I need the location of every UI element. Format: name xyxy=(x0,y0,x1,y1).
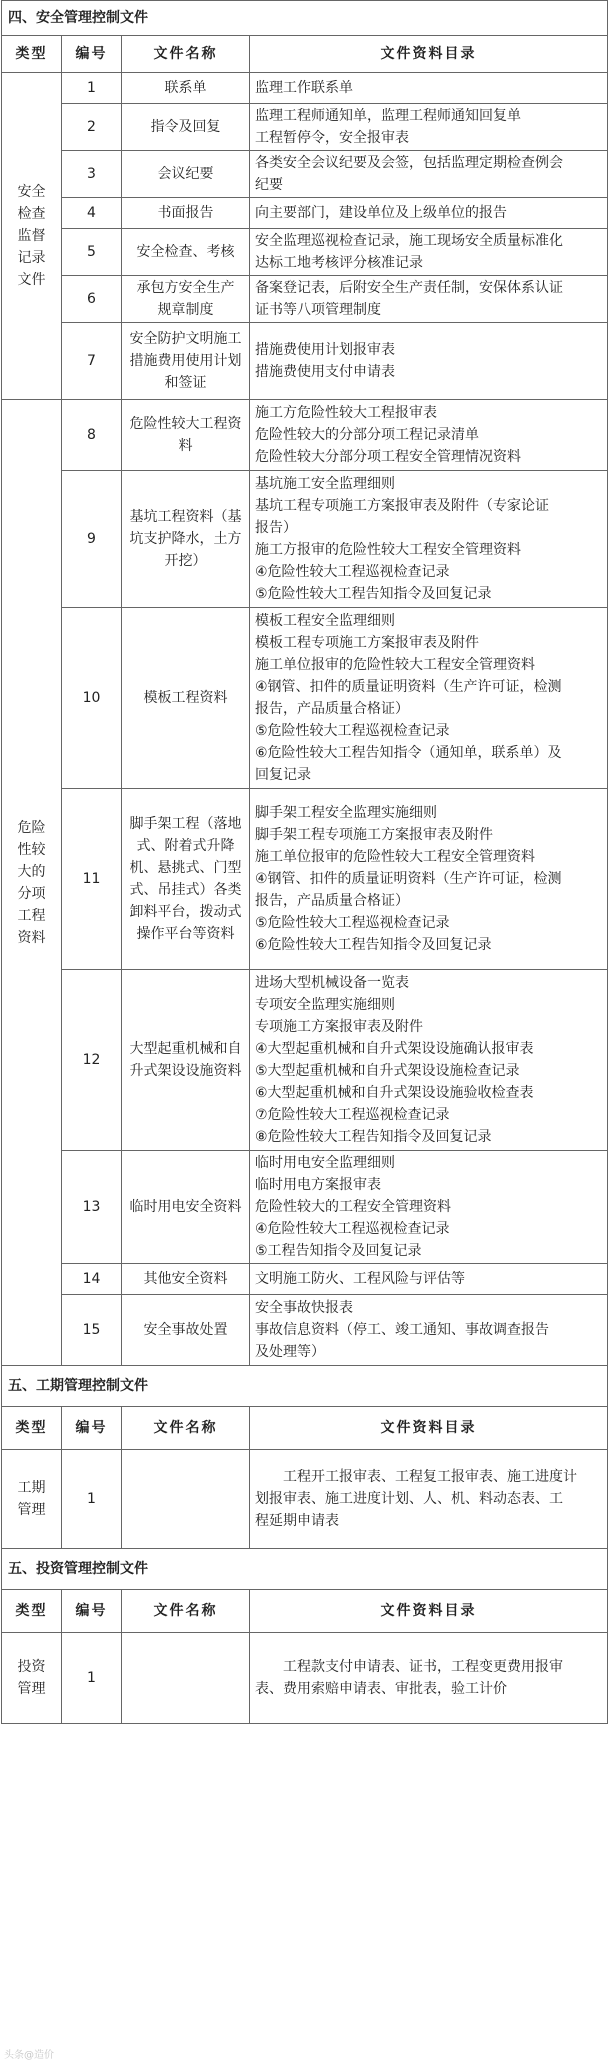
file-catalog-line: ④危险性较大工程巡视检查记录 xyxy=(255,1221,450,1237)
table-row xyxy=(2,229,608,276)
file-catalog xyxy=(250,151,608,198)
file-catalog xyxy=(250,789,608,970)
file-catalog-line: 临时用电安全监理细则 xyxy=(255,1155,395,1171)
file-catalog-line: ⑤危险性较大工程巡视检查记录 xyxy=(255,723,450,739)
category-schedule-line: 管理 xyxy=(17,1502,46,1518)
table-header-row xyxy=(2,36,608,73)
file-catalog-line: 专项施工方案报审表及附件 xyxy=(255,1019,423,1035)
file-catalog-line: 证书等八项管理制度 xyxy=(255,302,381,318)
table-row xyxy=(2,1264,608,1295)
file-name xyxy=(122,471,250,608)
file-name-line: 脚手架工程（落地 xyxy=(129,816,242,832)
category-dangerous-works-line: 危险 xyxy=(17,819,46,836)
file-name-line: 操作平台等资料 xyxy=(136,926,235,942)
row-number: 8 xyxy=(62,400,122,471)
file-name-line: 安全防护文明施工 xyxy=(129,331,242,347)
column-header-name: 文件名称 xyxy=(122,36,250,73)
file-catalog-line: ⑧危险性较大工程告知指令及回复记录 xyxy=(255,1129,492,1145)
file-name xyxy=(122,1264,250,1295)
file-catalog-line: 危险性较大的工程安全管理资料 xyxy=(255,1199,451,1215)
file-catalog-line: 纪要 xyxy=(255,177,283,193)
file-name xyxy=(122,1295,250,1366)
file-name-line: 坑支护降水，土方 xyxy=(129,531,242,547)
file-catalog-line: 临时用电方案报审表 xyxy=(255,1177,381,1193)
row-number: 6 xyxy=(62,276,122,323)
file-catalog xyxy=(250,1633,608,1724)
file-catalog-line: ⑥大型起重机械和自升式架设设施验收检查表 xyxy=(255,1085,534,1101)
category-safety-inspection-line: 记录 xyxy=(17,250,46,266)
category-investment-line: 投资 xyxy=(17,1659,46,1675)
row-number: 15 xyxy=(62,1295,122,1366)
file-catalog-line: 危险性较大的分部分项工程记录清单 xyxy=(255,427,479,443)
table-row xyxy=(2,789,608,970)
file-catalog xyxy=(250,276,608,323)
file-name-line: 升式架设设施资料 xyxy=(129,1063,242,1079)
table-row xyxy=(2,1450,608,1549)
file-name xyxy=(122,276,250,323)
file-catalog-line: 基坑工程专项施工方案报审表及附件（专家论证 xyxy=(255,498,549,514)
table-row xyxy=(2,323,608,400)
file-catalog-line: 基坑施工安全监理细则 xyxy=(255,476,395,492)
category-dangerous-works-line: 大的 xyxy=(17,863,46,880)
row-number: 11 xyxy=(62,789,122,970)
file-catalog-line: 程延期申请表 xyxy=(255,1513,339,1529)
category-dangerous-works-line: 性较 xyxy=(17,841,46,858)
file-name-line: 会议纪要 xyxy=(157,166,214,182)
file-name xyxy=(122,970,250,1151)
file-catalog xyxy=(250,198,608,229)
file-name xyxy=(122,1450,250,1549)
file-catalog-line: 报告，产品质量合格证） xyxy=(255,893,409,909)
file-name-line: 基坑工程资料（基 xyxy=(129,509,242,525)
table-row xyxy=(2,970,608,1151)
column-header-no: 编号 xyxy=(62,1590,122,1633)
file-catalog xyxy=(250,1295,608,1366)
file-catalog-line: 脚手架工程专项施工方案报审表及附件 xyxy=(255,827,493,843)
category-safety-inspection-line: 文件 xyxy=(17,272,46,288)
file-catalog xyxy=(250,104,608,151)
file-name-line: 式、附着式升降 xyxy=(136,838,235,854)
file-catalog-line: 进场大型机械设备一览表 xyxy=(255,975,409,991)
file-name-line: 机、悬挑式、门型 xyxy=(129,860,242,876)
file-catalog xyxy=(250,229,608,276)
file-name-line: 联系单 xyxy=(164,80,207,96)
file-name-line: 危险性较大工程资 xyxy=(129,416,242,432)
table-row xyxy=(2,471,608,608)
file-name xyxy=(122,198,250,229)
row-number: 12 xyxy=(62,970,122,1151)
table-row xyxy=(2,73,608,104)
file-catalog-line: ④钢管、扣件的质量证明资料（生产许可证，检测 xyxy=(255,679,562,695)
file-name-line: 指令及回复 xyxy=(150,119,221,135)
column-header-type: 类型 xyxy=(2,1407,62,1450)
file-catalog xyxy=(250,1450,608,1549)
file-name-line: 卸料平台，拨动式 xyxy=(129,904,242,920)
file-name-line: 书面报告 xyxy=(157,205,214,221)
category-dangerous-works-line: 工程 xyxy=(17,907,46,924)
category-dangerous-works-line: 资料 xyxy=(17,929,46,946)
file-name-line: 料 xyxy=(178,438,193,454)
file-name xyxy=(122,104,250,151)
file-catalog-line: ⑤大型起重机械和自升式架设设施检查记录 xyxy=(255,1063,520,1079)
file-catalog-line: ④大型起重机械和自升式架设设施确认报审表 xyxy=(255,1041,534,1057)
file-catalog-line: 施工方危险性较大工程报审表 xyxy=(255,405,437,421)
file-name xyxy=(122,1151,250,1264)
column-header-no: 编号 xyxy=(62,1407,122,1450)
document-table xyxy=(1,0,608,1724)
file-catalog xyxy=(250,608,608,789)
column-header-catalog: 文件资料目录 xyxy=(250,36,608,73)
file-catalog-line: 模板工程专项施工方案报审表及附件 xyxy=(255,635,479,651)
category-investment xyxy=(2,1633,62,1724)
table-row xyxy=(2,1633,608,1724)
file-catalog-line: 施工单位报审的危险性较大工程安全管理资料 xyxy=(255,657,535,673)
column-header-type: 类型 xyxy=(2,36,62,73)
file-catalog-line: 报告） xyxy=(255,520,297,536)
file-catalog-line: ⑤工程告知指令及回复记录 xyxy=(255,1243,422,1259)
file-name-line: 规章制度 xyxy=(157,302,214,318)
file-name-line: 其他安全资料 xyxy=(143,1271,228,1287)
file-catalog-line: 工程款支付申请表、证书，工程变更费用报审 xyxy=(283,1659,563,1675)
file-catalog-line: 回复记录 xyxy=(255,767,311,783)
file-name-line: 和签证 xyxy=(164,375,207,391)
file-name-line: 安全事故处置 xyxy=(143,1322,228,1338)
file-catalog-line: 模板工程安全监理细则 xyxy=(255,613,395,629)
file-catalog-line: ⑤危险性较大工程告知指令及回复记录 xyxy=(255,586,492,602)
file-catalog xyxy=(250,1151,608,1264)
row-number: 5 xyxy=(62,229,122,276)
file-catalog-line: 及处理等） xyxy=(255,1344,325,1360)
table-row xyxy=(2,276,608,323)
file-name xyxy=(122,73,250,104)
file-catalog xyxy=(250,73,608,104)
file-catalog xyxy=(250,970,608,1151)
table-row xyxy=(2,400,608,471)
file-catalog-line: 表、费用索赔申请表、审批表，验工计价 xyxy=(255,1681,507,1697)
category-investment-line: 管理 xyxy=(17,1681,46,1697)
file-catalog-line: ④钢管、扣件的质量证明资料（生产许可证，检测 xyxy=(255,871,562,887)
column-header-type: 类型 xyxy=(2,1590,62,1633)
file-catalog-line: ④危险性较大工程巡视检查记录 xyxy=(255,564,450,580)
row-number: 13 xyxy=(62,1151,122,1264)
file-name xyxy=(122,1633,250,1724)
category-schedule xyxy=(2,1450,62,1549)
file-catalog-line: 措施费使用支付申请表 xyxy=(255,364,395,380)
file-catalog-line: 安全事故快报表 xyxy=(255,1300,353,1316)
file-catalog-line: 事故信息资料（停工、竣工通知、事故调查报告 xyxy=(255,1322,549,1338)
file-name-line: 大型起重机械和自 xyxy=(129,1041,242,1057)
file-name-line: 模板工程资料 xyxy=(143,690,228,706)
file-catalog-line: 划报审表、施工进度计划、人、机、料动态表、工 xyxy=(255,1491,563,1507)
file-name xyxy=(122,323,250,400)
file-name xyxy=(122,151,250,198)
file-catalog-line: 达标工地考核评分核准记录 xyxy=(255,255,423,271)
file-name-line: 安全检查、考核 xyxy=(136,244,235,260)
file-name-line: 式、吊挂式）各类 xyxy=(129,882,242,898)
category-safety-inspection-line: 检查 xyxy=(17,206,46,222)
file-catalog-line: 工程开工报审表、工程复工报审表、施工进度计 xyxy=(283,1469,577,1485)
section-title: 四、安全管理控制文件 xyxy=(2,1,608,36)
category-safety-inspection-line: 监督 xyxy=(17,228,46,244)
column-header-catalog: 文件资料目录 xyxy=(250,1590,608,1633)
column-header-catalog: 文件资料目录 xyxy=(250,1407,608,1450)
row-number: 7 xyxy=(62,323,122,400)
file-catalog-line: 监理工程师通知单，监理工程师通知回复单 xyxy=(255,108,521,124)
file-name xyxy=(122,400,250,471)
file-catalog-line: ⑥危险性较大工程告知指令及回复记录 xyxy=(255,937,492,953)
column-header-no: 编号 xyxy=(62,36,122,73)
category-schedule-line: 工期 xyxy=(17,1480,46,1496)
file-name-line: 措施费用使用计划 xyxy=(129,353,242,369)
file-catalog xyxy=(250,1264,608,1295)
file-name xyxy=(122,789,250,970)
table-row xyxy=(2,151,608,198)
file-catalog xyxy=(250,400,608,471)
section-title: 五、工期管理控制文件 xyxy=(2,1366,608,1407)
file-catalog xyxy=(250,323,608,400)
row-number: 1 xyxy=(62,73,122,104)
file-catalog-line: 安全监理巡视检查记录，施工现场安全质量标准化 xyxy=(255,233,563,249)
file-catalog-line: 专项安全监理实施细则 xyxy=(255,997,395,1013)
table-row xyxy=(2,1151,608,1264)
row-number: 4 xyxy=(62,198,122,229)
category-safety-inspection xyxy=(2,73,62,400)
table-row xyxy=(2,1295,608,1366)
file-catalog-line: ⑦危险性较大工程巡视检查记录 xyxy=(255,1107,450,1123)
file-catalog-line: ⑥危险性较大工程告知指令（通知单，联系单）及 xyxy=(255,745,562,761)
category-dangerous-works xyxy=(2,400,62,1366)
file-catalog-line: 备案登记表，后附安全生产责任制，安保体系认证 xyxy=(255,280,563,296)
file-catalog-line: 施工方报审的危险性较大工程安全管理资料 xyxy=(255,542,521,558)
file-name-line: 承包方安全生产 xyxy=(136,280,235,296)
watermark: 头条@造价 xyxy=(4,2050,54,2061)
section-title: 五、投资管理控制文件 xyxy=(2,1549,608,1590)
file-catalog-line: 脚手架工程安全监理实施细则 xyxy=(255,805,437,821)
file-catalog-line: 文明施工防火、工程风险与评估等 xyxy=(255,1271,465,1287)
file-catalog-line: 向主要部门，建设单位及上级单位的报告 xyxy=(255,205,507,221)
row-number: 14 xyxy=(62,1264,122,1295)
file-catalog-line: 危险性较大分部分项工程安全管理情况资料 xyxy=(255,449,521,465)
file-catalog-line: 工程暂停令，安全报审表 xyxy=(255,130,409,146)
column-header-name: 文件名称 xyxy=(122,1590,250,1633)
category-safety-inspection-line: 安全 xyxy=(17,184,46,200)
column-header-name: 文件名称 xyxy=(122,1407,250,1450)
table-row xyxy=(2,608,608,789)
table-header-row xyxy=(2,1407,608,1450)
file-catalog-line: ⑤危险性较大工程巡视检查记录 xyxy=(255,915,450,931)
row-number: 3 xyxy=(62,151,122,198)
file-catalog-line: 报告，产品质量合格证） xyxy=(255,701,409,717)
file-name xyxy=(122,229,250,276)
file-name-line: 临时用电安全资料 xyxy=(129,1199,242,1215)
table-row xyxy=(2,198,608,229)
table-row xyxy=(2,104,608,151)
file-catalog-line: 施工单位报审的危险性较大工程安全管理资料 xyxy=(255,849,535,865)
file-name-line: 开挖） xyxy=(164,553,207,569)
category-dangerous-works-line: 分项 xyxy=(17,885,46,902)
file-catalog xyxy=(250,471,608,608)
row-number: 9 xyxy=(62,471,122,608)
row-number: 2 xyxy=(62,104,122,151)
file-name xyxy=(122,608,250,789)
file-catalog-line: 监理工作联系单 xyxy=(255,80,353,96)
file-catalog-line: 各类安全会议纪要及会签，包括监理定期检查例会 xyxy=(255,155,563,171)
row-number: 10 xyxy=(62,608,122,789)
table-header-row xyxy=(2,1590,608,1633)
row-number: 1 xyxy=(62,1450,122,1549)
file-catalog-line: 措施费使用计划报审表 xyxy=(255,342,395,358)
row-number: 1 xyxy=(62,1633,122,1724)
